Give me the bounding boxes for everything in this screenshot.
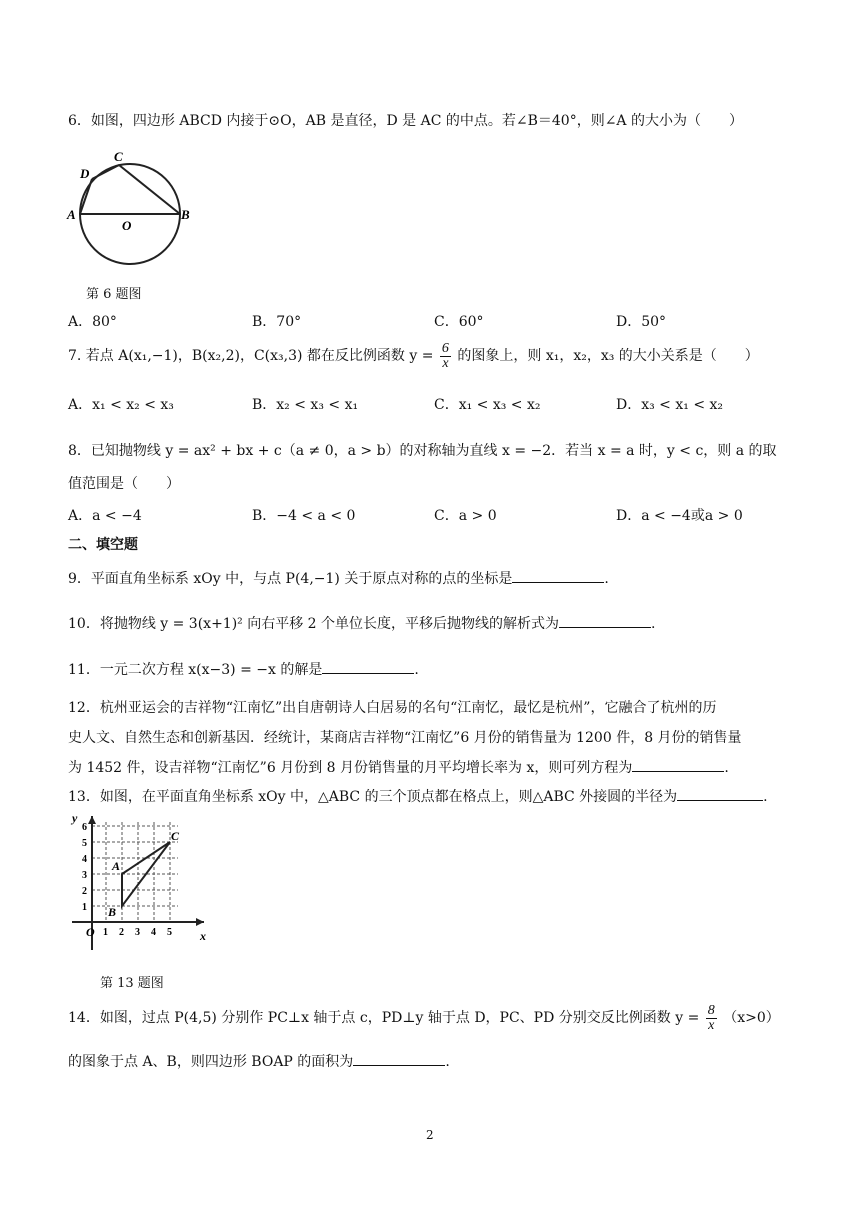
q13-caption: 第 13 题图 (100, 976, 164, 991)
q12-line3: 为 1452 件，设吉祥物“江南忆”6 月份到 8 月份销售量的月平均增长率为 x，则可列方程为 (68, 760, 633, 776)
q9-end: . (604, 571, 609, 587)
q14-frac-num: 8 (707, 1002, 715, 1018)
page-number: 2 (426, 1128, 434, 1142)
q13-xtick-3: 3 (135, 927, 140, 938)
q13-label-c: C (171, 829, 180, 843)
q12-line1: 12．杭州亚运会的吉祥物“江南忆”出自唐朝诗人白居易的名句“江南忆，最忆是杭州”，它融合了杭州的历 (68, 700, 717, 716)
q13-xtick-1: 1 (103, 927, 108, 938)
q7-option-a: A．x₁ < x₂ < x₃ (68, 397, 174, 413)
q6-label-o: O (122, 218, 132, 233)
q12-line3-wrap (68, 757, 729, 777)
q13-label-b: B (108, 905, 117, 919)
q14-frac-den: x (708, 1017, 715, 1033)
q9-text: 9．平面直角坐标系 xOy 中，与点 P(4,−1) 关于原点对称的点的坐标是 (68, 571, 513, 587)
q8-line2: 值范围是（ ） (68, 476, 180, 492)
q12-line2: 史人文、自然生态和创新基因．经统计，某商店吉祥物“江南忆”6 月份的销售量为 1200 件，8 月份的销售量 (68, 730, 742, 746)
q13-xtick-2: 2 (119, 927, 124, 938)
q7-pre: 7. 若点 A(x₁,−1)，B(x₂,2)，C(x₃,3) 都在反比例函数 y = (68, 348, 434, 364)
q13-xtick-4: 4 (151, 927, 156, 938)
q7-option-d: D．x₃ < x₁ < x₂ (616, 397, 724, 413)
q13 (68, 786, 768, 806)
q6-option-b: B．70° (252, 314, 302, 330)
section-fill-in-title: 二、填空题 (68, 537, 138, 553)
q14-line2: 的图象于点 A、B，则四边形 BOAP 的面积为 (68, 1054, 354, 1070)
q10-answer-blank[interactable] (559, 613, 651, 628)
q13-ytick-4: 4 (82, 854, 87, 865)
q14-pre: 14．如图，过点 P(4,5) 分别作 PC⊥x 轴于点 c，PD⊥y 轴于点 D，PC、PD 分别交反比例函数 y = (68, 1010, 700, 1026)
q8-option-b: B．−4 < a < 0 (252, 508, 356, 524)
q6-option-a: A．80° (68, 314, 117, 330)
q13-text: 13．如图，在平面直角坐标系 xOy 中，△ABC 的三个顶点都在格点上，则△ABC 外接圆的半径为 (68, 789, 678, 805)
q6-circle-figure (66, 148, 196, 266)
q9 (68, 568, 609, 588)
q14-post: （x>0） (723, 1010, 780, 1026)
q13-label-a: A (112, 859, 121, 873)
q6-caption: 第 6 题图 (86, 287, 142, 302)
q6-label-d: D (80, 166, 90, 181)
q8-option-d: D．a < −4或a > 0 (616, 508, 743, 524)
q10-end: . (651, 616, 656, 632)
q13-axis-x: x (200, 929, 206, 943)
q8-line1: 8．已知抛物线 y = ax² + bx + c（a ≠ 0，a > b）的对称轴为直线 x = −2．若当 x = a 时，y < c，则 a 的取 (68, 443, 777, 459)
q7-option-b: B．x₂ < x₃ < x₁ (252, 397, 359, 413)
q14-end: . (445, 1054, 450, 1070)
q13-grid-figure (68, 812, 218, 957)
q8-option-a: A．a < −4 (68, 508, 142, 524)
q14-answer-blank[interactable] (353, 1051, 445, 1066)
q10 (68, 613, 656, 633)
q13-end: . (763, 789, 768, 805)
q13-ytick-6: 6 (82, 822, 87, 833)
q6-label-c: C (114, 149, 123, 164)
q13-axis-y: y (72, 812, 78, 825)
q6-label-b: B (181, 207, 190, 222)
q14-line1 (68, 998, 780, 1038)
q6-label-a: A (67, 207, 76, 222)
q7-frac-den: x (442, 355, 449, 371)
q13-answer-blank[interactable] (677, 786, 763, 801)
q7-frac-num: 6 (441, 340, 449, 356)
q6-text: 6．如图，四边形 ABCD 内接于⊙O，AB 是直径，D 是 AC 的中点。若∠B＝40°，则∠A 的大小为（ ） (68, 113, 743, 129)
q10-text: 10．将抛物线 y = 3(x+1)² 向右平移 2 个单位长度，平移后抛物线的解析式为 (68, 616, 560, 632)
q13-origin: O (86, 925, 95, 939)
q14-fraction (706, 1004, 717, 1033)
q13-xtick-5: 5 (167, 927, 172, 938)
q11-end: . (414, 662, 419, 678)
q12-answer-blank[interactable] (632, 757, 724, 772)
q14-line2-wrap (68, 1051, 450, 1071)
q12-end: . (724, 760, 729, 776)
q11-answer-blank[interactable] (322, 659, 414, 674)
q11 (68, 659, 419, 679)
q7-line (68, 336, 759, 376)
q13-ytick-2: 2 (82, 886, 87, 897)
q13-ytick-5: 5 (82, 838, 87, 849)
q7-fraction (440, 342, 451, 371)
q11-text: 11．一元二次方程 x(x−3) = −x 的解是 (68, 662, 323, 678)
q7-post: 的图象上，则 x₁，x₂，x₃ 的大小关系是（ ） (457, 348, 759, 364)
q8-option-c: C．a > 0 (434, 508, 497, 524)
q13-ytick-3: 3 (82, 870, 87, 881)
q9-answer-blank[interactable] (512, 568, 604, 583)
q6-option-c: C．60° (434, 314, 484, 330)
q13-ytick-1: 1 (82, 902, 87, 913)
q6-option-d: D．50° (616, 314, 667, 330)
q7-option-c: C．x₁ < x₃ < x₂ (434, 397, 541, 413)
